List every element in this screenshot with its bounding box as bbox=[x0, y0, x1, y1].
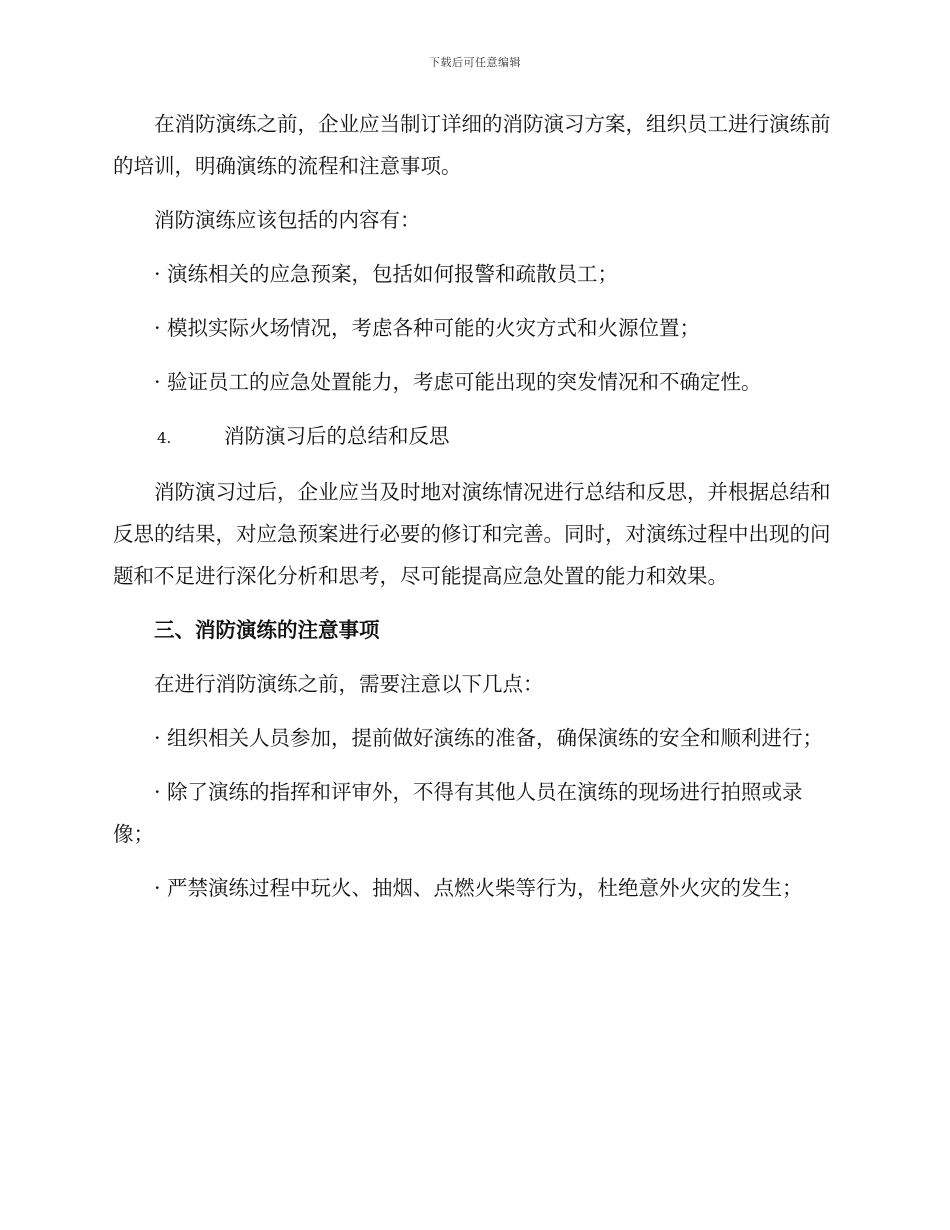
section-heading-precautions: 三、消防演练的注意事项 bbox=[154, 618, 380, 642]
subheading-number: 4. bbox=[157, 429, 172, 447]
bullet-no-photography: · 除了演练的指挥和评审外，不得有其他人员在演练的现场进行拍照或录像； bbox=[113, 780, 803, 846]
bullet-no-fire: · 严禁演练过程中玩火、抽烟、点燃火柴等行为，杜绝意外火灾的发生； bbox=[154, 876, 803, 900]
paragraph-drill-contents-intro: 消防演练应该包括的内容有： bbox=[154, 208, 421, 232]
bullet-verify-ability: · 验证员工的应急处置能力，考虑可能出现的突发情况和不确定性。 bbox=[154, 370, 762, 394]
paragraph-summary: 消防演习过后，企业应当及时地对演练情况进行总结和反思，并根据总结和反思的结果，对应急预案进行必要的修订和完善。同时，对演练过程中出现的问题和不足进行深化分析和思考，尽可能提高应急处置的能力和效果。 bbox=[113, 480, 831, 588]
page-header-note: 下载后可任意编辑 bbox=[429, 56, 521, 69]
bullet-simulate-fire: · 模拟实际火场情况，考虑各种可能的火灾方式和火源位置； bbox=[154, 316, 701, 340]
paragraph-precautions-intro: 在进行消防演练之前，需要注意以下几点： bbox=[154, 672, 544, 696]
subheading-text: 消防演习后的总结和反思 bbox=[224, 424, 450, 448]
document-body bbox=[113, 103, 833, 921]
bullet-emergency-plan: · 演练相关的应急预案，包括如何报警和疏散员工； bbox=[154, 262, 619, 286]
bullet-organize-personnel: · 组织相关人员参加，提前做好演练的准备，确保演练的安全和顺利进行； bbox=[154, 726, 824, 750]
paragraph-preparation: 在消防演练之前，企业应当制订详细的消防演习方案，组织员工进行演练前的培训，明确演练的流程和注意事项。 bbox=[113, 112, 831, 178]
subheading-summary bbox=[157, 415, 833, 459]
